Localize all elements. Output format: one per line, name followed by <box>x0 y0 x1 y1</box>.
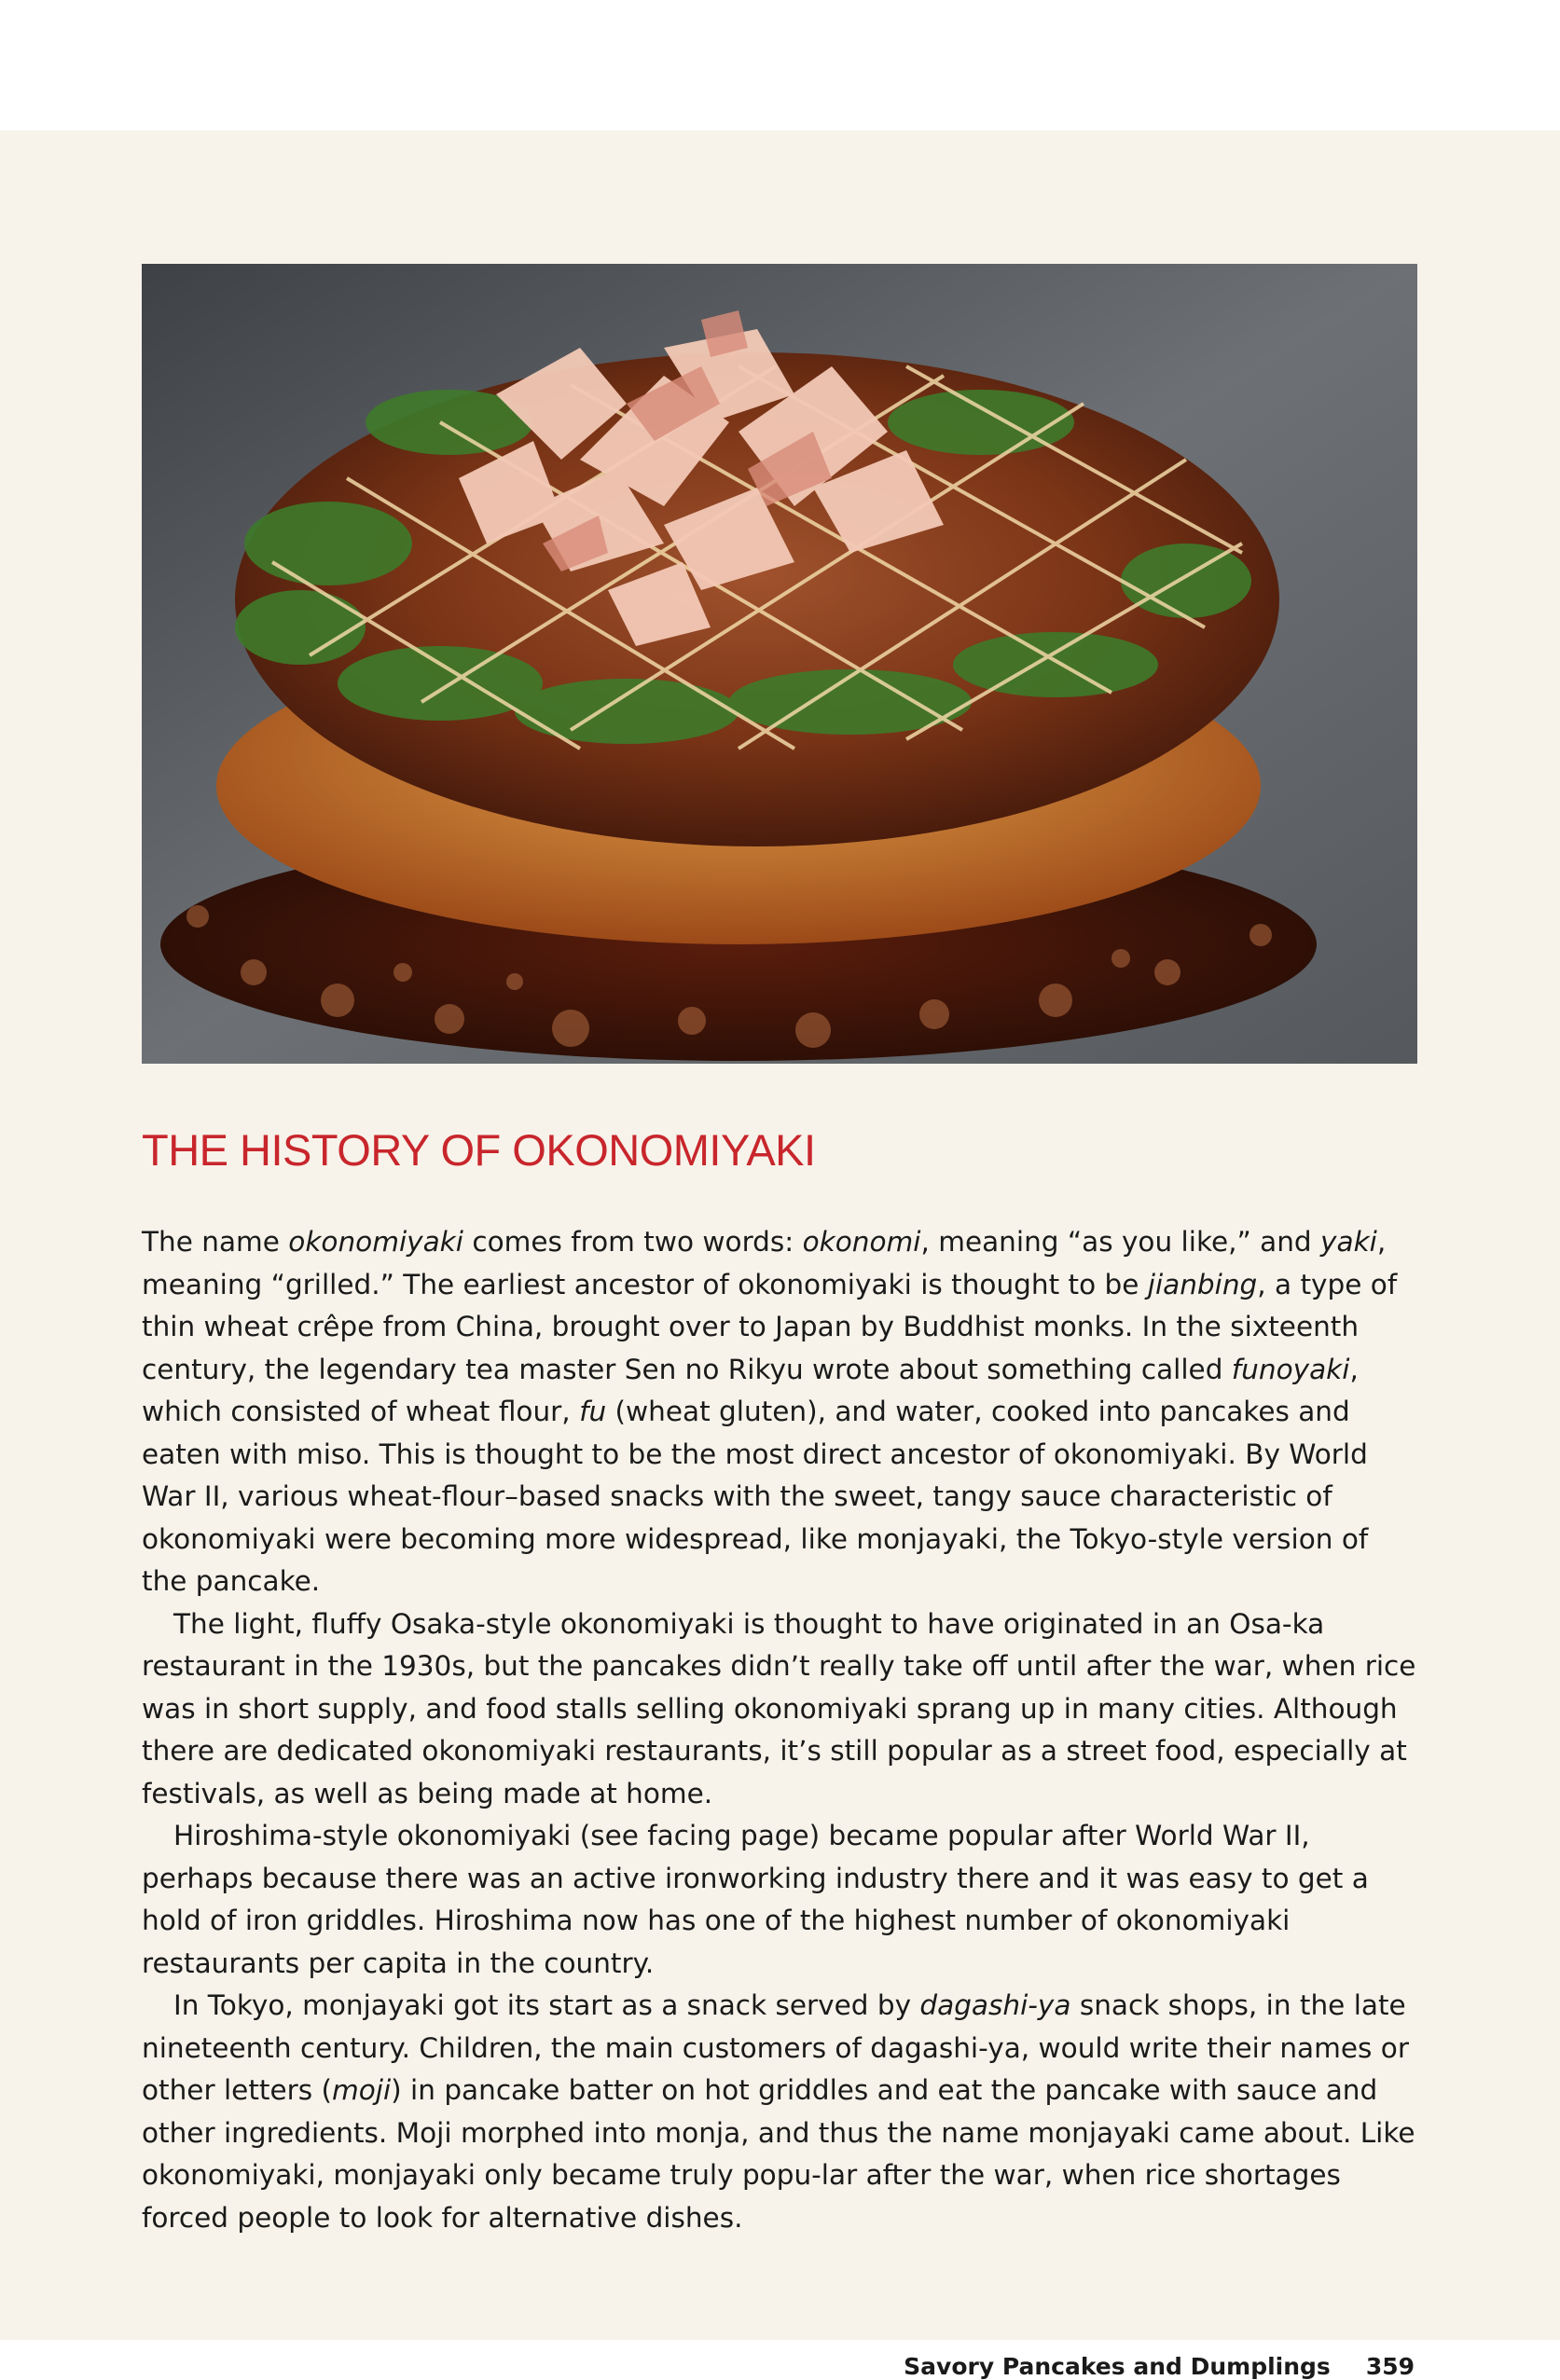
italic-term: jianbing <box>1147 1268 1258 1300</box>
italic-term: yaki <box>1320 1226 1377 1258</box>
article-body <box>142 1221 1419 2239</box>
paragraph: In Tokyo, monjayaki got its start as a snack served by dagashi-ya snack shops, in the late nineteenth century. Children, the main customers of dagashi-ya, would write their names or other letters (moji) in pancake batter on hot griddles and eat the pancake with sauce and other ingredients. Moji morphed into monja, and thus the name monjayaki came about. Like okonomiyaki, monjayaki only became truly popu-lar after the war, when rice shortages forced people to look for alternative dishes. <box>142 1989 1415 2234</box>
okonomiyaki-photo <box>142 264 1417 1064</box>
italic-term: dagashi-ya <box>919 1989 1071 2021</box>
book-page <box>0 131 1560 2380</box>
italic-term: moji <box>331 2074 392 2106</box>
running-footer <box>904 2353 1415 2380</box>
italic-term: fu <box>579 1396 607 1427</box>
paragraph: The light, fluffy Osaka-style okonomiyaki is thought to have originated in an Osa-ka restaurant in the 1930s, but the pancakes didn’t really take off until after the war, when rice was in short supply, and food stalls selling okonomiyaki sprang up in many cities. Although there are dedicated okonomiyaki restaurants, it’s still popular as a street food, especially at festivals, as well as being made at home. <box>142 1607 1416 1809</box>
italic-term: okonomi <box>802 1226 921 1258</box>
paragraph: Hiroshima-style okonomiyaki (see facing page) became popular after World War II, perhaps because there was an active ironworking industry there and it was easy to get a hold of iron griddles. Hiroshima now has one of the highest number of okonomiyaki restaurants per capita in the country. <box>142 1820 1369 1979</box>
italic-term: funoyaki <box>1231 1353 1350 1385</box>
paragraph: The name okonomiyaki comes from two words: okonomi, meaning “as you like,” and yaki, meaning “grilled.” The earliest ancestor of okonomiyaki is thought to be jianbing, a type of thin wheat crêpe from China, brought over to Japan by Buddhist monks. In the sixteenth century, the legendary tea master Sen no Rikyu wrote about something called funoyaki, which consisted of wheat flour, fu (wheat gluten), and water, cooked into pancakes and eaten with miso. This is thought to be the most direct ancestor of okonomiyaki. By World War II, various wheat-flour–based snacks with the sweet, tangy sauce characteristic of okonomiyaki were becoming more widespread, like monjayaki, the Tokyo-style version of the pancake. <box>142 1226 1398 1597</box>
footer-section-title: Savory Pancakes and Dumplings <box>904 2353 1331 2380</box>
italic-term: okonomiyaki <box>288 1226 463 1258</box>
section-heading: THE HISTORY OF OKONOMIYAKI <box>142 1125 816 1175</box>
page-number: 359 <box>1365 2353 1415 2380</box>
